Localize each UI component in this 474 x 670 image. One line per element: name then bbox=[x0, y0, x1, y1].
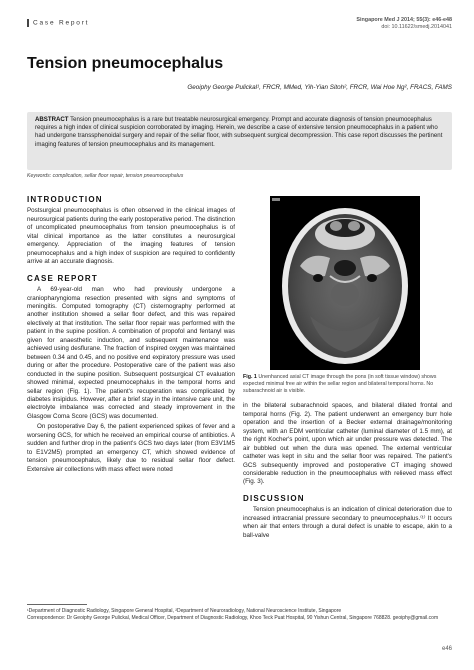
footnotes bbox=[27, 608, 452, 621]
discussion-heading: DISCUSSION bbox=[243, 493, 305, 503]
journal-line1: Singapore Med J 2014; 55(3): e46-e48 bbox=[356, 17, 452, 23]
figure-1 bbox=[243, 196, 452, 370]
abstract-box bbox=[27, 112, 452, 170]
case-report-paragraph-1: A 69-year-old man who had previously undergone a craniopharyngioma resection presented with signs and symptoms of meningitis. Computed tomography (CT) cisternography performed at another institution showed a sellar floor defect, and this was repaired electively at that institution. The sellar floor repair was performed with the patient in the supine position. A combination of propofol and fentanyl was given for anaesthetic induction, and subsequent maintenance was achieved using desflurane. The fraction of inspired oxygen was maintained between 0.34 and 0.45, and no positive end expiratory pressure was used during or after the procedure. Postoperative care of the patient was also conducted in the supine position. Subsequent postsurgical CT evaluation showed minimal, expected pneumocephalus in the temporal horns and sellar region (Fig. 1). The patient's recuperation was complicated by diabetes insipidus. However, after a brief stay in the intensive care unit, the electrolyte imbalance was corrected and steady improvement in the Glasgow Coma Score (GCS) was documented. bbox=[27, 286, 235, 420]
affiliations-footnote: ¹Department of Diagnostic Radiology, Singapore General Hospital, ²Department of Neuroradiology, National Neuroscience Institute, Singapore bbox=[27, 608, 342, 614]
left-column bbox=[27, 196, 235, 476]
correspondence-footnote: Correspondence: Dr Geoiphy George Pulickal, Medical Officer, Department of Diagnostic Radiology, Khoo Teck Puat Hospital, 90 Yishun Central, Singapore 768828. geoiphy@gmail.com bbox=[27, 614, 439, 621]
introduction-paragraph: Postsurgical pneumocephalus is often observed in the clinical images of neurosurgical patients during the early postoperative period. The distinction of uncomplicated pneumocephalus from tension pneumocephalus is of vital clinical importance as the latter constitutes a neurosurgical emergency. Appreciation of the imaging features of tension pneumocephalus and a high index of suspicion are required to confidently arrive at an accurate diagnosis. bbox=[27, 207, 235, 266]
page-number: e46 bbox=[441, 646, 452, 652]
author-list: Geoiphy George Pulickal¹, FRCR, MMed, Yih-Yian Sitoh², FRCR, Wai Hoe Ng², FRACS, FAMS bbox=[187, 84, 452, 91]
journal-citation bbox=[356, 17, 452, 31]
footnote-rule bbox=[27, 604, 87, 605]
page-header bbox=[27, 19, 452, 33]
figure-1-caption-text: Unenhanced axial CT image through the pons (in soft tissue window) shows expected minimal free air within the sellar region and bilateral temporal horns. No subarachnoid air is visible. bbox=[243, 374, 437, 394]
figure-1-caption bbox=[243, 374, 452, 394]
introduction-heading: INTRODUCTION bbox=[27, 195, 103, 204]
discussion-paragraph-1: Tension pneumocephalus is an indication of clinical deterioration due to increased intracranial pressure secondary to pneumocephalus.⁽¹⁾ It occurs when air that enters through a dural defect is unable to escape, akin to a ball-valve bbox=[243, 506, 452, 539]
ct-scan-image bbox=[270, 196, 420, 370]
section-marker-bar bbox=[27, 19, 29, 27]
abstract-text: Tension pneumocephalus is a rare but treatable neurosurgical emergency. Prompt and accurate diagnosis of tension pneumocephalus requires a high index of clinical suspicion corroborated by imaging. Herein, we describe a case of extensive tension pneumocephalus in a patient who had undergone transsphenoidal surgery and repair of the sellar floor, with subsequent surgical decompression. This case report discusses the pertinent imaging features of tension pneumocephalus and its management. bbox=[35, 116, 443, 148]
figure-1-caption-label: Fig. 1 bbox=[243, 374, 257, 380]
journal-doi: doi: 10.11622/smedj.2014041 bbox=[381, 24, 452, 30]
section-label bbox=[27, 19, 89, 27]
article-title: Tension pneumocephalus bbox=[27, 55, 224, 72]
abstract-label: ABSTRACT bbox=[35, 116, 69, 123]
case-report-paragraph-2: On postoperative Day 6, the patient experienced spikes of fever and a worsening GCS, for which he received an empirical course of antibiotics. A sudden and further drop in the patient's GCS two days later (from E3V1M5 to E1V2M5) prompted an emergency CT, which showed evidence of tension pneumocephalus, likely due to residual sellar floor defect. Extensive air collections with mass effect were noted bbox=[27, 423, 235, 473]
right-column bbox=[243, 196, 452, 542]
keywords: Keywords: complication, sellar floor repair, tension pneumocephalus bbox=[27, 173, 184, 179]
case-report-continued-paragraph: in the bilateral subarachnoid spaces, and bilateral dilated frontal and temporal horns (Fig. 2). The patient underwent an emergency burr hole operation and the insertion of a Becker external drainage/monitoring system, with an EDM ventricular catheter (luminal diameter of 1.5 mm), at the right Kocher's point, upon which air under pressure was detected. The air bubbled out when the dura was opened. The external ventricular catheter was kept in situ and the sellar floor was repaired. The patient's GCS subsequently improved and postoperative CT imaging showed considerable reduction in the pneumocephalus with relieved mass effect (Fig. 3). bbox=[243, 402, 452, 486]
section-label-text: Case Report bbox=[33, 19, 90, 27]
case-report-heading: CASE REPORT bbox=[27, 273, 98, 283]
